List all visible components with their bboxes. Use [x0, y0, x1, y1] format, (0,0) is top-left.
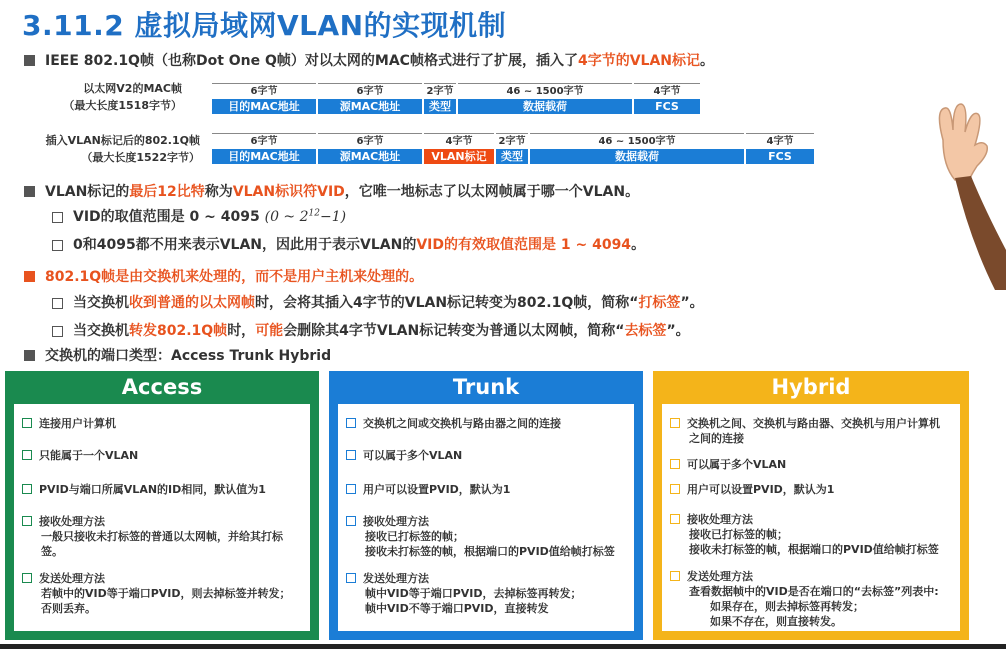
field-name: 源MAC地址	[318, 149, 422, 164]
item-text: 交换机之间、交换机与路由器、交换机与用户计算机	[687, 417, 940, 430]
frame-v2-row	[212, 83, 702, 115]
item-subtext: 如果不存在，则直接转发。	[710, 615, 842, 628]
checkbox-icon	[52, 326, 63, 337]
checkbox-icon	[52, 240, 63, 251]
checkbox-icon	[346, 516, 356, 526]
checkbox-icon	[22, 418, 32, 428]
bullet-square	[24, 55, 35, 66]
trunk-box	[329, 371, 643, 640]
tag-highlight: 打标签	[638, 295, 681, 311]
hybrid-box	[653, 371, 969, 640]
frame-q-label-1: 插入VLAN标记后的802.1Q帧	[45, 134, 200, 147]
checkbox-icon	[346, 418, 356, 428]
frame-v2-label-2: （最大长度1518字节）	[63, 99, 182, 112]
tag-text: 时，会将其插入4字节的VLAN标记转变为802.1Q帧，简称“	[255, 295, 639, 311]
list-item	[670, 457, 952, 472]
trunk-content	[338, 404, 634, 631]
frame-field	[496, 133, 528, 165]
frame-field	[424, 83, 456, 115]
access-title: Access	[121, 375, 203, 399]
field-name: VLAN标记	[424, 149, 494, 164]
checkbox-icon	[22, 450, 32, 460]
list-item	[22, 571, 302, 616]
vid-valid-highlight: VID的有效取值范围是 1 ~ 4094	[416, 237, 632, 253]
untag-highlight: 转发802.1Q帧	[129, 323, 228, 339]
item-subtext: 如果存在，则去掉标签再转发；	[710, 600, 864, 613]
field-name: 数据载荷	[530, 149, 744, 164]
list-item	[22, 416, 302, 431]
field-size: 4字节	[746, 133, 814, 149]
tag-highlight: 收到普通的以太网帧	[129, 295, 255, 311]
item-subtext: 查看数据帧中的VID是否在端口的“去标签”列表中:	[689, 585, 939, 598]
untag-text: 会删除其4字节VLAN标记转变为普通以太网帧，简称“	[283, 323, 625, 339]
frame-field	[212, 133, 316, 165]
math-exp: 12	[308, 208, 320, 219]
frame-field	[458, 83, 632, 115]
list-item	[346, 448, 626, 463]
intro-end: 。	[700, 53, 715, 69]
frame-q-label	[20, 132, 200, 166]
field-name: 类型	[424, 99, 456, 114]
checkbox-icon	[52, 212, 63, 223]
list-item	[22, 514, 302, 559]
list-item	[22, 448, 302, 463]
page-title: 3.11.2 虚拟局域网VLAN的实现机制	[22, 9, 507, 42]
frame-field	[318, 83, 422, 115]
bottom-divider	[0, 644, 1006, 649]
list-item	[346, 416, 626, 431]
item-subtext: 帧中VID等于端口PVID，去掉标签再转发；	[365, 587, 582, 600]
switch-heading-line	[24, 266, 423, 286]
field-name: 数据载荷	[458, 99, 632, 114]
item-text: 接收处理方法	[687, 513, 753, 526]
math-part: (0 ~ 2	[264, 209, 309, 225]
list-item	[670, 512, 952, 557]
item-text: 只能属于一个VLAN	[39, 449, 139, 462]
frame-q-label-2: （最大长度1522字节）	[81, 151, 200, 164]
intro-text: IEEE 802.1Q帧（也称Dot One Q帧）对以太网的MAC帧格式进行了扩展，插入了	[45, 53, 578, 69]
list-item	[346, 571, 626, 616]
checkbox-icon	[346, 484, 356, 494]
switch-heading: 802.1Q帧是由交换机来处理的，而不是用户主机来处理的。	[45, 269, 424, 285]
list-item	[670, 569, 952, 629]
field-name: FCS	[634, 99, 700, 114]
vid-highlight: 最后12比特	[129, 184, 205, 200]
vid-valid-text: 0和4095都不用来表示VLAN，因此用于表示VLAN的	[73, 237, 417, 253]
bullet-square	[24, 271, 35, 282]
checkbox-icon	[52, 298, 63, 309]
bullet-square	[24, 186, 35, 197]
item-text: 用户可以设置PVID，默认为1	[363, 483, 511, 496]
field-size: 2字节	[424, 83, 456, 99]
vid-valid-line	[52, 234, 645, 254]
untag-highlight: 去标签	[624, 323, 667, 339]
field-size: 4字节	[424, 133, 494, 149]
untag-text: ”。	[666, 323, 690, 339]
field-size: 46 ~ 1500字节	[458, 83, 632, 99]
item-subtext: 若帧中的VID等于端口PVID，则去掉标签并转发；	[41, 587, 291, 600]
checkbox-icon	[346, 450, 356, 460]
list-item	[670, 416, 952, 446]
hand-shape	[939, 104, 987, 180]
field-size: 6字节	[318, 83, 422, 99]
port-types-text: 交换机的端口类型：Access Trunk Hybrid	[45, 348, 332, 364]
frame-v2-label-1: 以太网V2的MAC帧	[83, 82, 182, 95]
access-box	[5, 371, 319, 640]
item-text: 发送处理方法	[687, 570, 753, 583]
list-item	[346, 482, 626, 497]
frame-q-row	[212, 133, 816, 165]
item-text: 可以属于多个VLAN	[363, 449, 463, 462]
waving-hand-illustration	[925, 100, 1006, 290]
checkbox-icon	[670, 484, 680, 494]
checkbox-icon	[670, 514, 680, 524]
access-content	[14, 404, 310, 631]
checkbox-icon	[670, 459, 680, 469]
untag-highlight: 可能	[255, 323, 284, 339]
vid-range-text: VID的取值范围是 0 ~ 4095	[73, 209, 260, 225]
tag-text: 当交换机	[73, 295, 129, 311]
frame-field	[318, 133, 422, 165]
item-subtext: 一般只接收未打标签的普通以太网帧，并给其打标签。	[41, 530, 283, 558]
frame-field	[634, 83, 700, 115]
item-text: 接收处理方法	[39, 515, 105, 528]
checkbox-icon	[22, 484, 32, 494]
item-subtext: 否则丢弃。	[41, 602, 96, 615]
vid-text: VLAN标记的	[45, 184, 130, 200]
vid-valid-end: 。	[631, 237, 646, 253]
field-name: 类型	[496, 149, 528, 164]
field-name: FCS	[746, 149, 814, 164]
port-types-line	[24, 345, 331, 365]
frame-field	[530, 133, 744, 165]
field-size: 4字节	[634, 83, 700, 99]
item-subtext: 接收未打标签的帧，根据端口的PVID值给帧打标签	[689, 543, 939, 556]
intro-line	[24, 50, 714, 70]
sleeve-shape	[955, 176, 1006, 290]
item-subtext: 接收未打标签的帧，根据端口的PVID值给帧打标签	[365, 545, 615, 558]
item-text: 接收处理方法	[363, 515, 429, 528]
item-text: PVID与端口所属VLAN的ID相同，默认值为1	[39, 483, 266, 496]
trunk-title: Trunk	[452, 375, 520, 399]
field-size: 6字节	[212, 83, 316, 99]
checkbox-icon	[670, 418, 680, 428]
vid-highlight: VLAN标识符VID	[232, 184, 345, 200]
frame-field-vlan	[424, 133, 494, 165]
checkbox-icon	[346, 573, 356, 583]
untagging-line	[52, 320, 690, 340]
checkbox-icon	[670, 571, 680, 581]
bullet-square	[24, 350, 35, 361]
field-size: 46 ~ 1500字节	[530, 133, 744, 149]
frame-v2-label	[40, 80, 182, 114]
hybrid-title: Hybrid	[771, 375, 851, 399]
field-name: 目的MAC地址	[212, 149, 316, 164]
field-size: 6字节	[212, 133, 316, 149]
field-name: 源MAC地址	[318, 99, 422, 114]
item-subtext: 之间的连接	[689, 432, 744, 445]
math-part: −1)	[319, 209, 347, 225]
hybrid-content	[662, 404, 960, 631]
list-item	[346, 514, 626, 559]
item-text: 发送处理方法	[39, 572, 105, 585]
item-subtext: 接收已打标签的帧；	[689, 528, 788, 541]
field-size: 2字节	[496, 133, 528, 149]
item-text: 连接用户计算机	[39, 417, 116, 430]
item-text: 发送处理方法	[363, 572, 429, 585]
frame-field	[746, 133, 814, 165]
field-size: 6字节	[318, 133, 422, 149]
vid-text: ，它唯一地标志了以太网帧属于哪一个VLAN。	[344, 184, 640, 200]
item-text: 用户可以设置PVID，默认为1	[687, 483, 835, 496]
vid-text: 称为	[204, 184, 233, 200]
checkbox-icon	[22, 516, 32, 526]
tag-text: ”。	[680, 295, 704, 311]
item-subtext: 接收已打标签的帧；	[365, 530, 464, 543]
untag-text: 当交换机	[73, 323, 129, 339]
untag-text: 时，	[227, 323, 256, 339]
vid-line	[24, 181, 639, 201]
list-item	[22, 482, 302, 497]
item-subtext: 帧中VID不等于端口PVID，直接转发	[365, 602, 549, 615]
tagging-line	[52, 292, 704, 312]
vid-range-math	[265, 209, 346, 225]
intro-highlight: 4字节的VLAN标记	[577, 53, 701, 69]
checkbox-icon	[22, 573, 32, 583]
list-item	[670, 482, 952, 497]
item-text: 可以属于多个VLAN	[687, 458, 787, 471]
field-name: 目的MAC地址	[212, 99, 316, 114]
item-text: 交换机之间或交换机与路由器之间的连接	[363, 417, 561, 430]
vid-range-line	[52, 206, 346, 226]
frame-field	[212, 83, 316, 115]
